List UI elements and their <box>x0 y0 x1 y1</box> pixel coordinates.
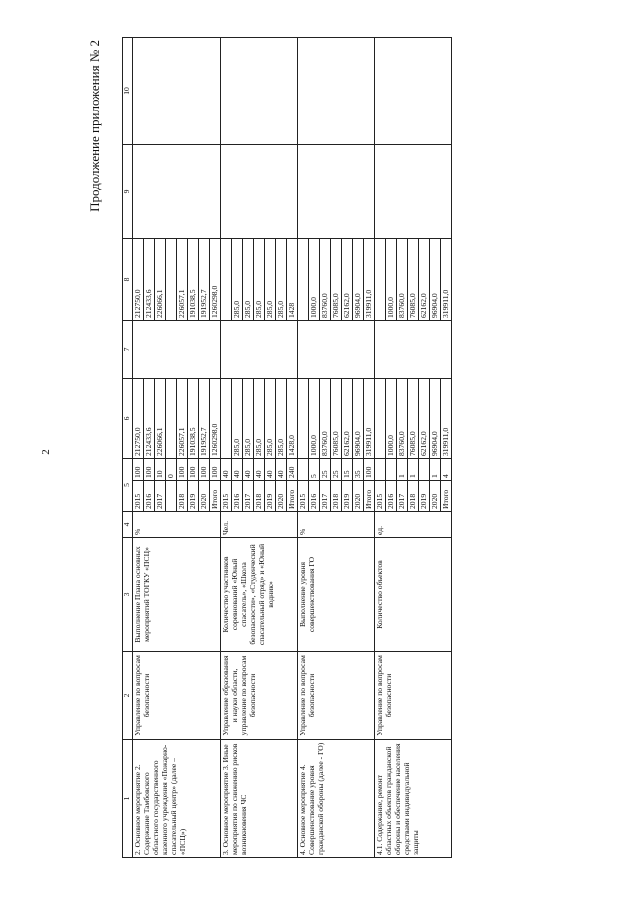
funding-value: 1428,0 <box>287 435 296 456</box>
year-value: 2020 <box>430 481 441 511</box>
funding-value: 96904,0 <box>353 379 364 458</box>
year-value: 2015 <box>298 481 309 511</box>
unit-cell: Чел. <box>221 512 298 538</box>
target-value: 10 <box>155 459 166 480</box>
budget-value: 285,0 <box>243 239 254 320</box>
funding-total-cell <box>133 378 221 458</box>
target-value <box>298 459 309 480</box>
target-value: 40 <box>221 459 232 480</box>
year-value: 2017 <box>243 481 254 511</box>
rotated-content <box>84 38 452 858</box>
year-value: 2016 <box>232 481 243 511</box>
funding-value: 319911,0 <box>441 427 450 456</box>
year-value: 2016 <box>144 481 155 511</box>
indicator-cell: Количество объектов <box>375 538 452 652</box>
budget-value: 96904,0 <box>353 239 364 320</box>
year-value: 2018 <box>177 481 188 511</box>
year-value: 2020 <box>276 481 287 511</box>
year-value: 2015 <box>221 481 232 511</box>
funding-value: 191038,5 <box>188 379 199 458</box>
target-value: 1 <box>408 459 419 480</box>
budget-value: 76085,0 <box>331 239 342 320</box>
budget-value: 62162,0 <box>419 239 430 320</box>
target-value: 100 <box>364 466 373 478</box>
year-value: 2016 <box>386 481 397 511</box>
funding-value: 76085,0 <box>408 379 419 458</box>
target-value: 4 <box>441 474 450 478</box>
year-value: 2019 <box>419 481 430 511</box>
target-value: 1 <box>397 459 408 480</box>
regional-budget-cell <box>221 238 298 320</box>
budget-value: 1000,0 <box>309 239 320 320</box>
regional-budget-cell <box>298 238 375 320</box>
funding-total-cell <box>375 378 452 458</box>
funding-value: 285,0 <box>232 379 243 458</box>
funding-value: 1000,0 <box>309 379 320 458</box>
regional-budget-cell <box>133 238 221 320</box>
funding-value: 96904,0 <box>430 379 441 458</box>
target-value: 100 <box>188 459 199 480</box>
budget-value <box>166 239 177 320</box>
year-value: 2017 <box>155 481 166 511</box>
target-value: 100 <box>210 466 219 478</box>
column-7-cell <box>133 320 221 378</box>
appendix-caption: Продолжение приложения № 2 <box>87 40 102 212</box>
year-value: 2016 <box>309 481 320 511</box>
funding-value: 285,0 <box>254 379 265 458</box>
year-value: 2020 <box>353 481 364 511</box>
budget-value: 285,0 <box>265 239 276 320</box>
table-row <box>221 37 298 857</box>
target-value: 240 <box>287 466 296 478</box>
budget-value: 83760,0 <box>397 239 408 320</box>
budget-value: 212433,6 <box>144 239 155 320</box>
budget-value: 62162,0 <box>342 239 353 320</box>
budget-value <box>298 239 309 320</box>
target-value: 5 <box>309 459 320 480</box>
unit-cell: % <box>298 512 375 538</box>
column-10-cell <box>221 37 298 144</box>
measure-name-cell: 4. Основное мероприятие 4. Совершенствование уровня гражданской обороны (далее - ГО) <box>298 740 375 858</box>
column-9-cell <box>298 144 375 238</box>
column-10-cell <box>298 37 375 144</box>
measure-name-cell: 3. Основное мероприятие 3. Иные мероприятия по снижению рисков возникновения ЧС <box>221 740 298 858</box>
header-cell: 8 <box>123 238 133 320</box>
year-value: 2015 <box>133 481 144 511</box>
years-cell <box>221 481 298 512</box>
header-cell: 6 <box>123 378 133 458</box>
target-values-cell <box>133 458 221 480</box>
unit-cell: % <box>133 512 221 538</box>
header-cell: 4 <box>123 512 133 538</box>
funding-value: 191952,7 <box>199 379 210 458</box>
target-value: 25 <box>320 459 331 480</box>
target-value: 40 <box>254 459 265 480</box>
year-value: 2018 <box>254 481 265 511</box>
unit-cell: ед. <box>375 512 452 538</box>
funding-value: 285,0 <box>276 379 287 458</box>
target-value <box>419 459 430 480</box>
budget-value <box>375 239 386 320</box>
years-cell <box>133 481 221 512</box>
funding-value: 62162,0 <box>342 379 353 458</box>
table-body <box>133 37 452 857</box>
budget-value: 285,0 <box>276 239 287 320</box>
budget-value <box>221 239 232 320</box>
budget-value: 285,0 <box>254 239 265 320</box>
regional-budget-cell <box>375 238 452 320</box>
budget-value: 1260298,0 <box>210 285 219 318</box>
year-value: 2017 <box>320 481 331 511</box>
funding-value: 212433,6 <box>144 379 155 458</box>
budget-value: 212750,0 <box>133 239 144 320</box>
target-value: 40 <box>232 459 243 480</box>
header-cell: 2 <box>123 652 133 740</box>
funding-value: 62162,0 <box>419 379 430 458</box>
target-value: 15 <box>342 459 353 480</box>
year-value: Итого <box>364 489 373 509</box>
budget-value: 1428 <box>287 302 296 318</box>
target-value <box>375 459 386 480</box>
funding-value: 212750,0 <box>133 379 144 458</box>
budget-value: 191038,5 <box>188 239 199 320</box>
budget-value: 319911,0 <box>441 289 450 318</box>
funding-value: 1000,0 <box>386 379 397 458</box>
budget-value: 226057,1 <box>177 239 188 320</box>
column-9-cell <box>221 144 298 238</box>
funding-value: 226057,1 <box>177 379 188 458</box>
target-value: 100 <box>133 459 144 480</box>
target-value: 100 <box>199 459 210 480</box>
target-values-cell <box>375 458 452 480</box>
page-number: 2 <box>40 449 52 455</box>
target-value: 40 <box>243 459 254 480</box>
column-9-cell <box>375 144 452 238</box>
column-10-cell <box>133 37 221 144</box>
header-cell: 7 <box>123 320 133 378</box>
header-cell: 10 <box>123 37 133 144</box>
target-value: 40 <box>265 459 276 480</box>
funding-total-cell <box>221 378 298 458</box>
header-cell: 3 <box>123 538 133 652</box>
year-value: 2019 <box>342 481 353 511</box>
budget-value: 285,0 <box>232 239 243 320</box>
budget-value: 226066,1 <box>155 239 166 320</box>
funding-value: 76085,0 <box>331 379 342 458</box>
budget-value: 96904,0 <box>430 239 441 320</box>
year-value: 2017 <box>397 481 408 511</box>
target-value: 100 <box>144 459 155 480</box>
funding-value: 1260298,0 <box>210 423 219 456</box>
funding-value: 319911,0 <box>364 427 373 456</box>
year-value: 2020 <box>199 481 210 511</box>
funding-value: 285,0 <box>243 379 254 458</box>
indicator-cell: Выполнение Плана основных мероприятий ТОГКУ «ПСЦ» <box>133 538 221 652</box>
funding-value: 83760,0 <box>320 379 331 458</box>
indicator-cell: Выполнение уровня совершенствования ГО <box>298 538 375 652</box>
funding-value <box>298 379 309 458</box>
target-value: 25 <box>331 459 342 480</box>
target-value: 100 <box>177 459 188 480</box>
responsible-cell: Управление по вопросам безопасности <box>133 652 221 740</box>
years-cell <box>375 481 452 512</box>
years-cell <box>298 481 375 512</box>
year-value: Итого <box>210 489 219 509</box>
table-row <box>298 37 375 857</box>
budget-value: 76085,0 <box>408 239 419 320</box>
funding-value: 285,0 <box>265 379 276 458</box>
measure-name-cell: 2. Основное мероприятие 2. Содержание Тамбовского областного государственного казенного учреждения «Пожарно-спасательный центр» (далее – «ПСЦ») <box>133 740 221 858</box>
header-cell: 9 <box>123 144 133 238</box>
table-row <box>133 37 221 857</box>
column-7-cell <box>221 320 298 378</box>
measure-name-cell: 4.1. Содержание, ремонт областных объектов гражданской обороны и обеспечение населения средствами индивидуальной защиты <box>375 740 452 858</box>
budget-value: 319911,0 <box>364 289 373 318</box>
year-value: 2019 <box>188 481 199 511</box>
year-value: Итого <box>287 489 296 509</box>
year-value: 2018 <box>408 481 419 511</box>
target-value: 35 <box>353 459 364 480</box>
header-cell: 1 <box>123 740 133 858</box>
responsible-cell: Управление образования и науки области, управление по вопросам безопасности <box>221 652 298 740</box>
target-values-cell <box>221 458 298 480</box>
header-cell: 5 <box>123 458 133 511</box>
responsible-cell: Управление по вопросам безопасности <box>375 652 452 740</box>
column-9-cell <box>133 144 221 238</box>
year-value: 2015 <box>375 481 386 511</box>
program-table <box>122 37 452 858</box>
table-row <box>375 37 452 857</box>
funding-value <box>375 379 386 458</box>
funding-value <box>166 379 177 458</box>
column-7-cell <box>298 320 375 378</box>
responsible-cell: Управление по вопросам безопасности <box>298 652 375 740</box>
target-value <box>386 459 397 480</box>
year-value <box>166 481 177 511</box>
year-value: 2019 <box>265 481 276 511</box>
target-value: 40 <box>276 459 287 480</box>
budget-value: 83760,0 <box>320 239 331 320</box>
year-value: 2018 <box>331 481 342 511</box>
indicator-cell: Количество участников соревнований «Юный спасатель», «Школа безопасности», «Студенческий спасательный отряд» и «Юный водник» <box>221 538 298 652</box>
budget-value: 1000,0 <box>386 239 397 320</box>
funding-value <box>221 379 232 458</box>
target-value: 1 <box>430 459 441 480</box>
year-value: Итого <box>441 489 450 509</box>
header-row <box>123 37 133 857</box>
funding-value: 226066,1 <box>155 379 166 458</box>
funding-value: 83760,0 <box>397 379 408 458</box>
target-values-cell <box>298 458 375 480</box>
column-7-cell <box>375 320 452 378</box>
funding-total-cell <box>298 378 375 458</box>
target-value: 0 <box>166 459 177 480</box>
column-10-cell <box>375 37 452 144</box>
budget-value: 191952,7 <box>199 239 210 320</box>
